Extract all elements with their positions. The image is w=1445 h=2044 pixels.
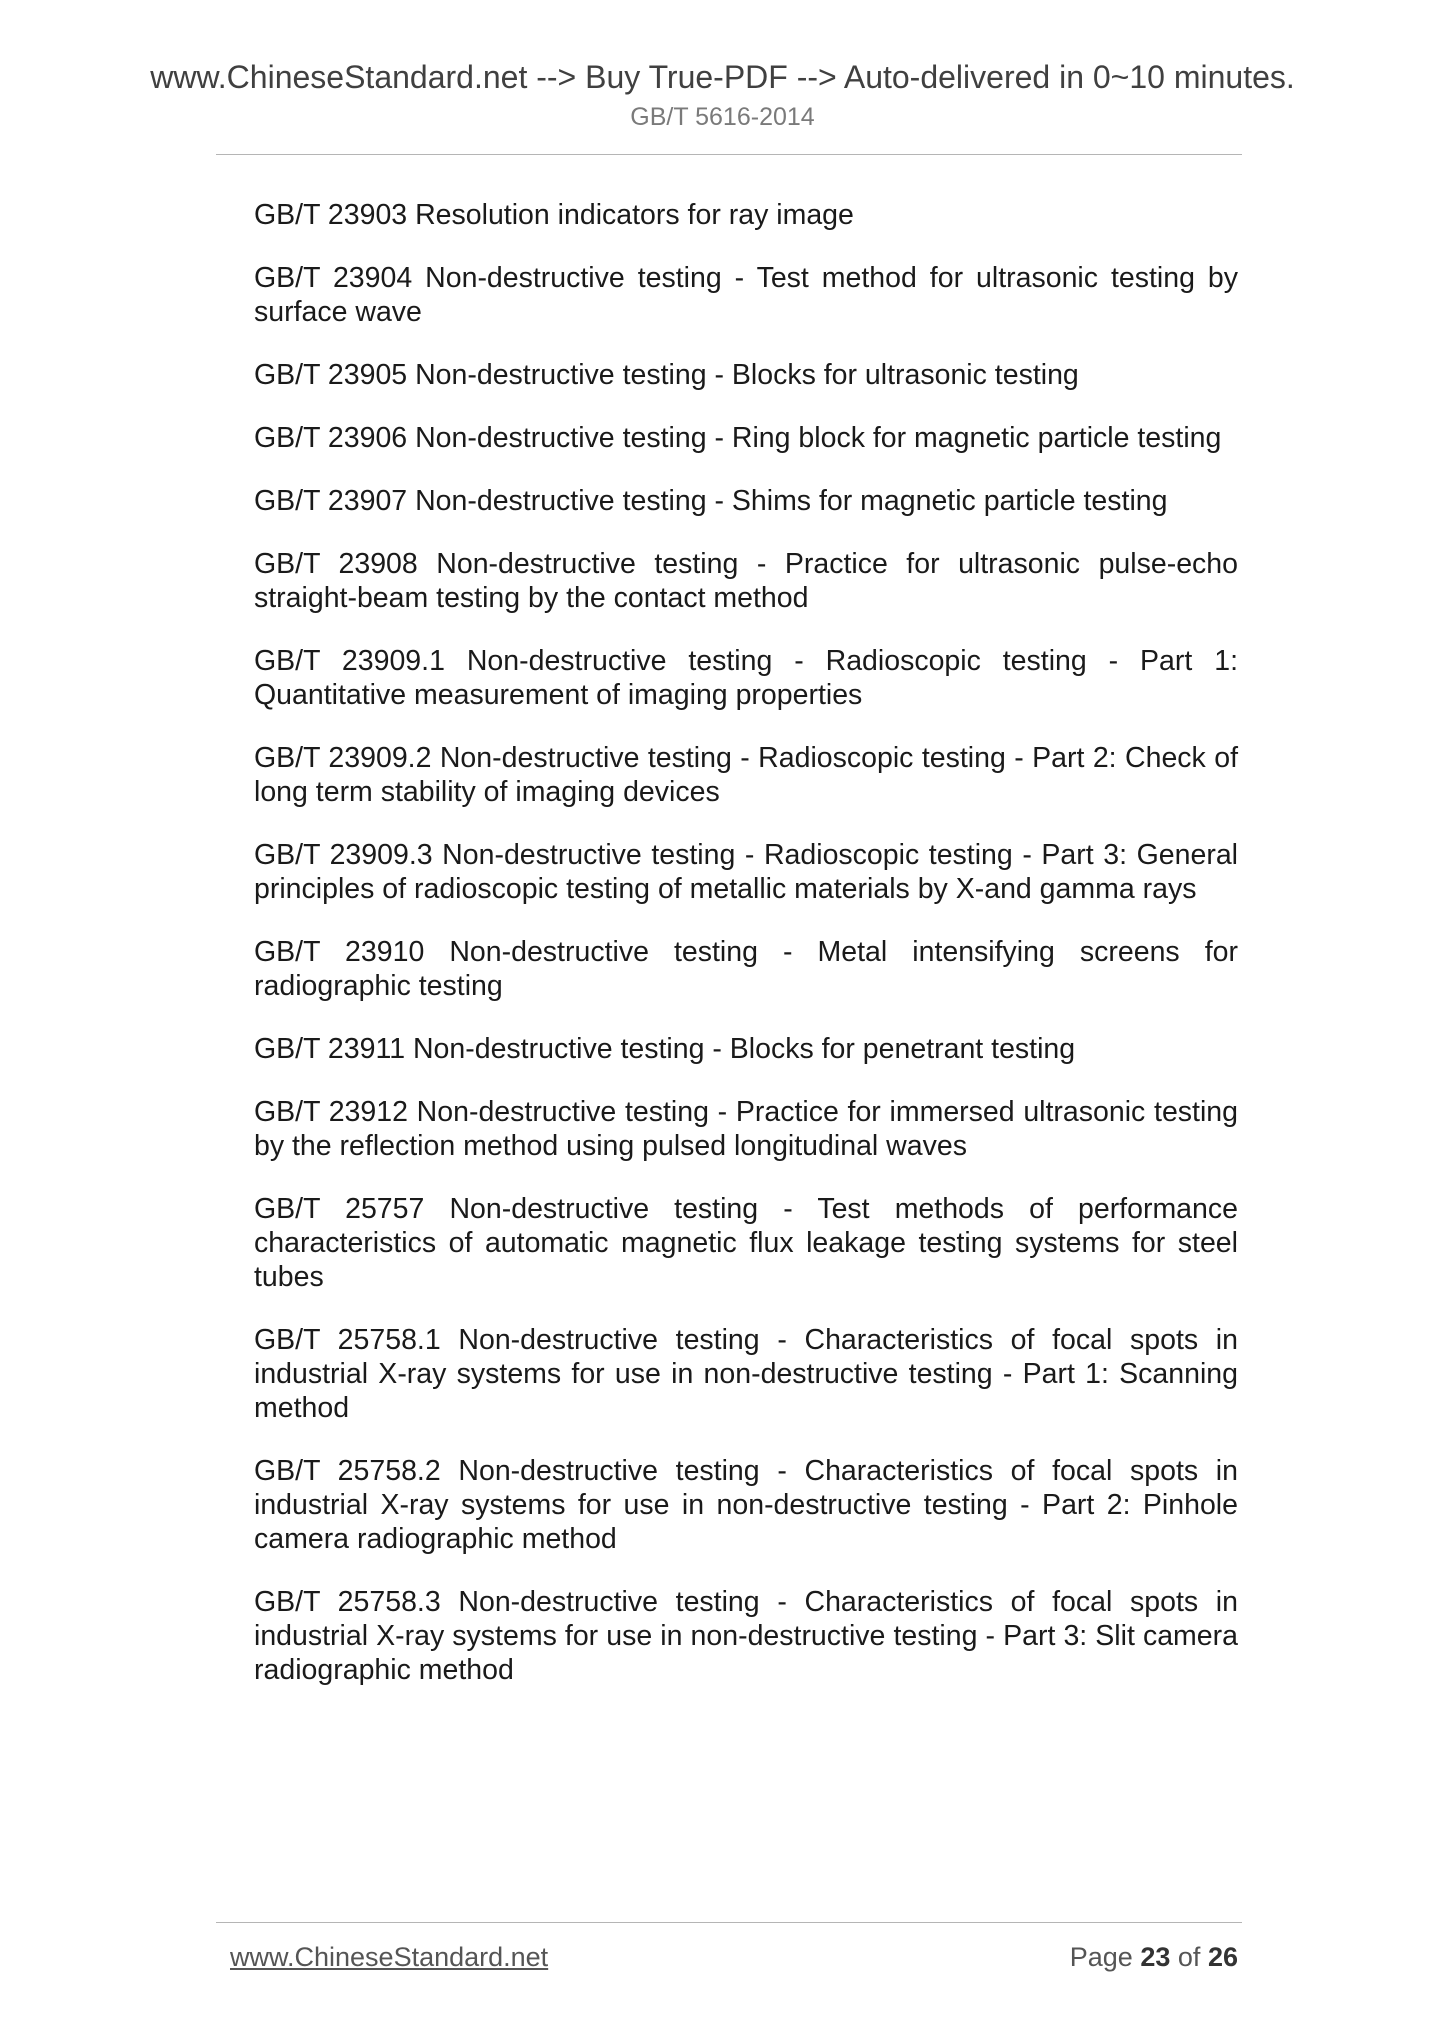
page-number [1070,1940,1238,1974]
reference-item: GB/T 23904 Non-destructive testing - Test method for ultrasonic testing by surface wave [254,262,1238,328]
reference-item: GB/T 25758.3 Non-destructive testing - Characteristics of focal spots in industrial X-ray systems for use in non-destructive testing - Part 3: Slit camera radiographic method [254,1586,1238,1686]
header-banner: www.ChineseStandard.net --> Buy True-PDF --> Auto-delivered in 0~10 minutes. [150,59,1295,95]
page-total: 26 [1207,1942,1238,1972]
reference-item: GB/T 23912 Non-destructive testing - Practice for immersed ultrasonic testing by the reflection method using pulsed longitudinal waves [254,1096,1238,1162]
reference-item: GB/T 23907 Non-destructive testing - Shims for magnetic particle testing [254,485,1168,517]
footer-site-link[interactable]: www.ChineseStandard.net [230,1942,549,1972]
reference-item: GB/T 23906 Non-destructive testing - Ring block for magnetic particle testing [254,422,1222,454]
reference-list [254,198,1238,1716]
reference-item: GB/T 23903 Resolution indicators for ray image [254,199,854,231]
reference-item: GB/T 23908 Non-destructive testing - Practice for ultrasonic pulse-echo straight-beam testing by the contact method [254,548,1238,614]
reference-item: GB/T 25757 Non-destructive testing - Test methods of performance characteristics of automatic magnetic flux leakage testing systems for steel tubes [254,1193,1238,1293]
footer-divider [216,1922,1242,1923]
reference-item: GB/T 25758.1 Non-destructive testing - Characteristics of focal spots in industrial X-ray systems for use in non-destructive testing - Part 1: Scanning method [254,1324,1238,1424]
reference-item: GB/T 25758.2 Non-destructive testing - Characteristics of focal spots in industrial X-ray systems for use in non-destructive testing - Part 2: Pinhole camera radiographic method [254,1455,1238,1555]
document-code: GB/T 5616-2014 [630,103,815,131]
page-word: Page [1069,1942,1133,1972]
header-divider [216,154,1242,155]
reference-item: GB/T 23910 Non-destructive testing - Metal intensifying screens for radiographic testing [254,936,1238,1002]
reference-item: GB/T 23911 Non-destructive testing - Blocks for penetrant testing [254,1033,1076,1065]
reference-item: GB/T 23909.3 Non-destructive testing - Radioscopic testing - Part 3: General principles of radioscopic testing of metallic materials by X-and gamma rays [254,839,1238,905]
page-of: of [1177,1942,1201,1972]
page-current: 23 [1140,1942,1171,1972]
reference-item: GB/T 23909.1 Non-destructive testing - Radioscopic testing - Part 1: Quantitative measurement of imaging properties [254,645,1238,711]
reference-item: GB/T 23905 Non-destructive testing - Blocks for ultrasonic testing [254,359,1079,391]
page-header [0,58,1445,132]
reference-item: GB/T 23909.2 Non-destructive testing - Radioscopic testing - Part 2: Check of long term stability of imaging devices [254,742,1238,808]
